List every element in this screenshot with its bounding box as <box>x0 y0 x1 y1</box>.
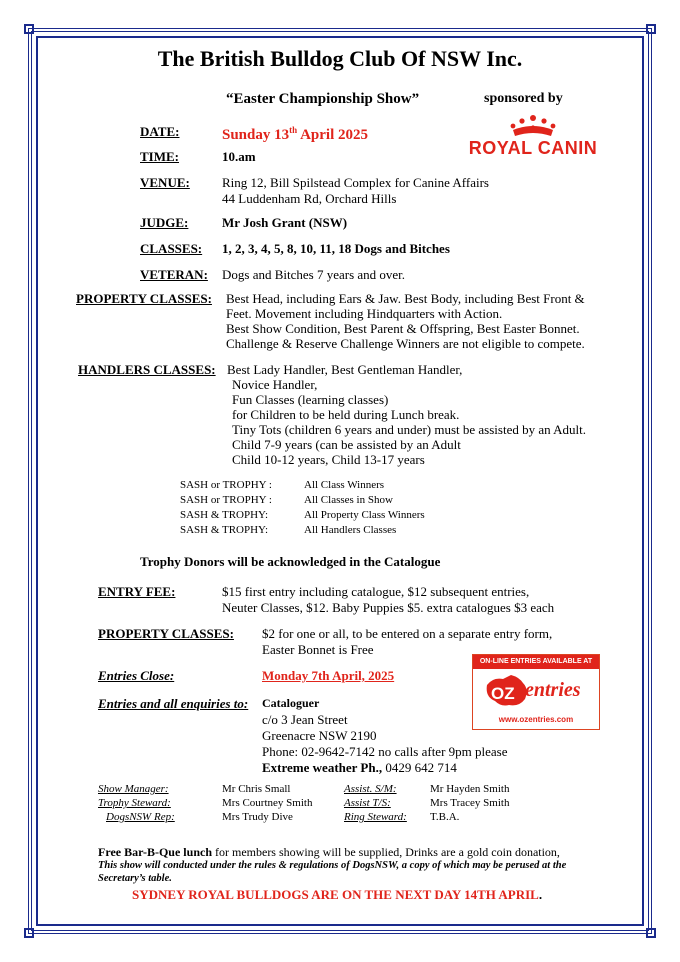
border-corner <box>646 24 656 34</box>
award-for: All Classes in Show <box>304 494 393 506</box>
oz-brand-text: entries <box>525 679 581 701</box>
official-name: Mrs Trudy Dive <box>222 811 293 823</box>
property-fee-label: PROPERTY CLASSES: <box>98 626 234 641</box>
border-corner <box>646 928 656 938</box>
handlers-classes-label: HANDLERS CLASSES: <box>78 362 216 377</box>
award-for: All Property Class Winners <box>304 509 425 521</box>
time-value: 10.am <box>222 149 256 164</box>
trophy-donors-note: Trophy Donors will be acknowledged in the Catalogue <box>140 554 441 569</box>
handlers-line: Best Lady Handler, Best Gentleman Handler, <box>227 362 463 377</box>
border-corner <box>24 928 34 938</box>
venue-line: 44 Luddenham Rd, Orchard Hills <box>222 191 397 206</box>
official-role: Assist. S/M: <box>344 783 397 795</box>
award-type: SASH & TROPHY: <box>180 509 269 521</box>
extreme-weather-phone: Extreme weather Ph., 0429 642 714 <box>262 760 457 775</box>
handlers-line: Child 10-12 years, Child 13-17 years <box>232 452 425 467</box>
official-role: DogsNSW Rep: <box>106 811 175 823</box>
handlers-line: Tiny Tots (children 6 years and under) must be assisted by an Adult. <box>232 422 587 437</box>
ozentries-logo <box>472 654 600 730</box>
enquiries-label: Entries and all enquiries to: <box>98 696 249 711</box>
venue-label: VENUE: <box>140 175 190 190</box>
time-label: TIME: <box>140 149 179 164</box>
property-line: Challenge & Reserve Challenge Winners are not eligible to compete. <box>226 336 585 351</box>
veteran-label: VETERAN: <box>140 267 208 282</box>
footer-announcement: SYDNEY ROYAL BULLDOGS ARE ON THE NEXT DAY 14TH APRIL. <box>132 887 543 902</box>
official-name: Mrs Tracey Smith <box>430 797 510 809</box>
award-type: SASH & TROPHY: <box>180 524 269 536</box>
award-type: SASH or TROPHY : <box>180 494 272 506</box>
property-line: Best Head, including Ears & Jaw. Best Body, including Best Front & <box>226 291 585 306</box>
enquiries-name: Cataloguer <box>262 696 320 710</box>
oz-banner: ON-LINE ENTRIES AVAILABLE AT <box>473 655 599 669</box>
award-for: All Handlers Classes <box>304 524 397 536</box>
property-fee-line: Easter Bonnet is Free <box>262 642 374 657</box>
handlers-line: Fun Classes (learning classes) <box>232 392 389 407</box>
entries-close-label: Entries Close: <box>98 668 175 683</box>
official-role: Show Manager: <box>98 783 169 795</box>
official-role: Ring Steward: <box>344 811 407 823</box>
show-name: “Easter Championship Show” <box>226 91 420 107</box>
date-value: Sunday 13th April 2025 <box>222 125 368 143</box>
venue-line: Ring 12, Bill Spilstead Complex for Canine Affairs <box>222 175 489 190</box>
award-type: SASH or TROPHY : <box>180 479 272 491</box>
entry-fee-label: ENTRY FEE: <box>98 584 176 599</box>
official-name: Mr Chris Small <box>222 783 291 795</box>
official-role: Assist T/S: <box>344 797 391 809</box>
date-label: DATE: <box>140 124 180 139</box>
official-name: T.B.A. <box>430 811 460 823</box>
enquiries-line: Greenacre NSW 2190 <box>262 728 377 743</box>
royal-canin-wordmark: ROYAL CANIN <box>468 138 598 158</box>
entry-fee-line: $15 first entry including catalogue, $12 subsequent entries, <box>222 584 530 599</box>
crown-icon <box>468 112 598 140</box>
classes-value: 1, 2, 3, 4, 5, 8, 10, 11, 18 Dogs and Bitches <box>222 241 450 256</box>
rules-note: This show will conducted under the rules & regulations of DogsNSW, a copy of which may be perused at the <box>98 860 567 871</box>
entry-fee-line: Neuter Classes, $12. Baby Puppies $5. extra catalogues $3 each <box>222 600 555 615</box>
border-corner <box>24 24 34 34</box>
rules-note: Secretary’s table. <box>98 873 172 884</box>
oz-url: www.ozentries.com <box>498 715 574 724</box>
handlers-line: for Children to be held during Lunch break. <box>232 407 460 422</box>
sponsored-by: sponsored by <box>484 91 563 106</box>
handlers-line: Child 7-9 years (can be assisted by an Adult <box>232 437 461 452</box>
page-title: The British Bulldog Club Of NSW Inc. <box>157 46 523 71</box>
property-line: Feet. Movement including Hindquarters with Action. <box>226 306 503 321</box>
enquiries-phone: Phone: 02-9642-7142 no calls after 9pm please <box>262 744 508 759</box>
property-fee-line: $2 for one or all, to be entered on a separate entry form, <box>262 626 553 641</box>
official-name: Mrs Courtney Smith <box>222 797 313 809</box>
bbq-note: Free Bar-B-Que lunch for members showing will be supplied, Drinks are a gold coin donation, <box>98 845 560 859</box>
judge-value: Mr Josh Grant (NSW) <box>222 215 348 230</box>
judge-label: JUDGE: <box>140 215 189 230</box>
award-for: All Class Winners <box>304 479 385 491</box>
svg-text:OZ: OZ <box>491 684 515 703</box>
veteran-value: Dogs and Bitches 7 years and over. <box>222 267 406 282</box>
official-name: Mr Hayden Smith <box>430 783 510 795</box>
official-role: Trophy Steward: <box>98 797 171 809</box>
handlers-line: Novice Handler, <box>232 377 318 392</box>
classes-label: CLASSES: <box>140 241 203 256</box>
property-classes-label: PROPERTY CLASSES: <box>76 291 212 306</box>
property-line: Best Show Condition, Best Parent & Offspring, Best Easter Bonnet. <box>226 321 580 336</box>
entries-close-date: Monday 7th April, 2025 <box>262 668 395 683</box>
enquiries-line: c/o 3 Jean Street <box>262 712 348 727</box>
royal-canin-logo <box>468 112 598 162</box>
